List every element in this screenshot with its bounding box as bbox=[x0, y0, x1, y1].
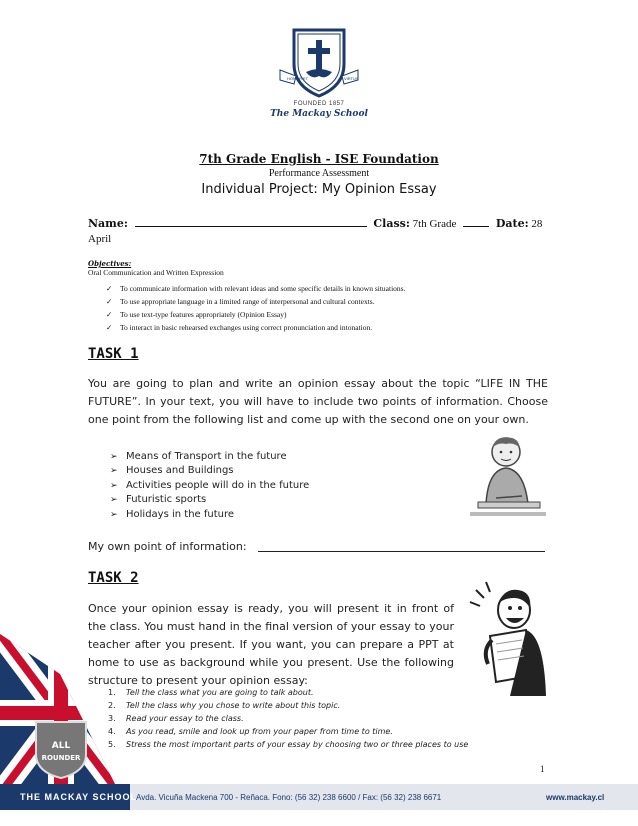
task1-points-list bbox=[110, 450, 309, 522]
list-item: 4. As you read, smile and look up from your paper from time to time. bbox=[108, 727, 393, 736]
list-item: ➢ Houses and Buildings bbox=[110, 464, 309, 478]
list-item: 1. Tell the class what you are going to talk about. bbox=[108, 688, 314, 697]
all-rounder-badge bbox=[32, 718, 90, 780]
svg-text:ROUNDER: ROUNDER bbox=[41, 754, 81, 762]
objective-item: ✓ To interact in basic rehearsed exchanges using correct pronunciation and intonation. bbox=[106, 323, 373, 332]
project-title: Individual Project: My Opinion Essay bbox=[201, 182, 437, 197]
date-label: Date: bbox=[495, 217, 529, 230]
arrow-bullet-icon: ➢ bbox=[110, 466, 118, 477]
list-item: ➢ Means of Transport in the future bbox=[110, 450, 309, 464]
class-blank bbox=[463, 225, 489, 227]
course-title: 7th Grade English - ISE Foundation bbox=[199, 152, 439, 166]
list-item: 3. Read your essay to the class. bbox=[108, 714, 244, 723]
task2-paragraph: Once your opinion essay is ready, you will present it in front of the class. You must hand in the final version of your essay to your teacher after you present. If you want, you can prepare a PPT at home to use as background while you present. Use the following structure to present your opinion essay: bbox=[88, 602, 454, 687]
svg-text:ALL: ALL bbox=[51, 741, 71, 751]
page-number: 1 bbox=[540, 764, 545, 774]
task1-paragraph: You are going to plan and write an opinion essay about the topic “LIFE IN THE FUTURE”. In your text, you will have to include two points of information. Choose one point from the following list and come up with the second one on your own. bbox=[88, 377, 548, 426]
objective-item: ✓ To use appropriate language in a limited range of interpersonal and cultural contexts. bbox=[106, 297, 375, 306]
assessment-subtitle: Performance Assessment bbox=[268, 168, 370, 179]
student-writing-illustration bbox=[466, 428, 548, 518]
founded-year: FOUNDED 1857 bbox=[293, 101, 345, 107]
student-info-line bbox=[88, 216, 550, 247]
name-label: Name: bbox=[88, 217, 128, 230]
own-point-blank-line bbox=[258, 551, 545, 552]
objectives-heading: Objectives: bbox=[88, 259, 132, 268]
svg-text:HONOR ET: HONOR ET bbox=[287, 76, 309, 81]
arrow-bullet-icon: ➢ bbox=[110, 480, 118, 491]
list-item: ➢ Activities people will do in the future bbox=[110, 479, 309, 493]
objectives-list bbox=[106, 282, 405, 334]
own-point-label: My own point of information: bbox=[88, 540, 247, 553]
objectives-subheading: Oral Communication and Written Expression bbox=[88, 268, 224, 277]
man-reading-paper-illustration bbox=[466, 580, 550, 698]
footer-website-link[interactable]: www.mackay.cl bbox=[546, 793, 605, 802]
school-crest-logo bbox=[276, 24, 362, 104]
list-item: 5. Stress the most important parts of your essay by choosing two or three places to use bbox=[108, 740, 469, 749]
task2-heading: TASK 2 bbox=[88, 570, 139, 586]
arrow-bullet-icon: ➢ bbox=[110, 495, 118, 506]
objective-item: ✓ To communicate information with relevant ideas and some specific details in known situations. bbox=[106, 284, 406, 293]
list-item: ➢ Futuristic sports bbox=[110, 493, 309, 507]
date-month: April bbox=[88, 233, 112, 245]
class-label: Class: bbox=[373, 217, 410, 230]
objective-item: ✓ To use text-type features appropriately (Opinion Essay) bbox=[106, 310, 287, 319]
arrow-bullet-icon: ➢ bbox=[110, 509, 118, 520]
arrow-bullet-icon: ➢ bbox=[110, 452, 118, 462]
presentation-steps-list bbox=[108, 686, 468, 751]
list-item: 2. Tell the class why you chose to write about this topic. bbox=[108, 701, 341, 710]
date-value: 28 bbox=[531, 218, 543, 230]
list-item: ➢ Holidays in the future bbox=[110, 508, 309, 522]
checkmark-icon: ✓ bbox=[106, 310, 113, 319]
class-value: 7th Grade bbox=[412, 218, 457, 230]
task1-heading: TASK 1 bbox=[88, 346, 139, 362]
svg-text:VIRTUS: VIRTUS bbox=[344, 76, 359, 81]
footer-school-name: THE MACKAY SCHOOL bbox=[20, 792, 138, 802]
name-blank bbox=[135, 225, 367, 227]
checkmark-icon: ✓ bbox=[106, 297, 113, 306]
footer-address: Avda. Vicuña Mackena 700 - Reñaca. Fono: (56 32) 238 6600 / Fax: (56 32) 238 6671 bbox=[136, 793, 442, 802]
checkmark-icon: ✓ bbox=[106, 323, 113, 332]
school-name: The Mackay School bbox=[270, 109, 368, 119]
checkmark-icon: ✓ bbox=[106, 284, 113, 293]
